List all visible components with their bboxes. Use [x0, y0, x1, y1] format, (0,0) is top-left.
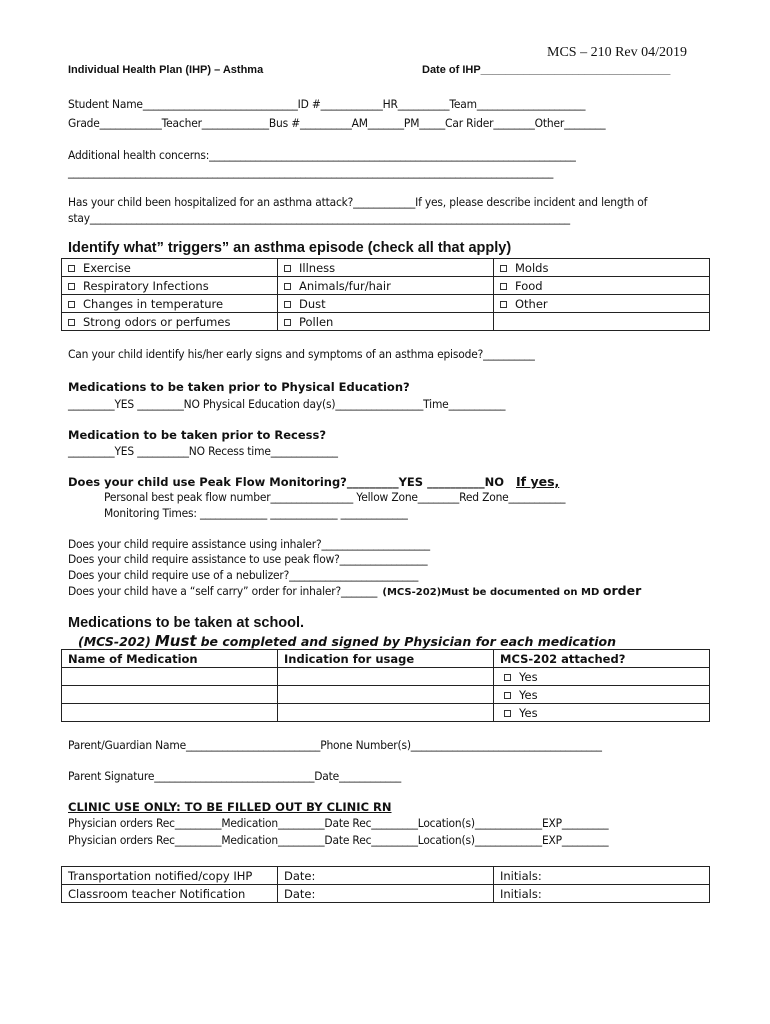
peak-flow-assist-question[interactable]: Does your child require assistance to use peak flow?_________________: [68, 552, 428, 566]
school-meds-table: [61, 649, 710, 722]
checkbox-icon[interactable]: [504, 692, 511, 699]
table-row: [62, 704, 710, 722]
trigger-option[interactable]: Dust: [278, 295, 494, 313]
checkbox-icon[interactable]: [68, 301, 75, 308]
clinic-orders-line-2[interactable]: Physician orders Rec_________Medication_________Date Rec_________Location(s)_____________EXP_________: [68, 833, 609, 847]
notify-date-cell[interactable]: Date:: [278, 867, 494, 885]
trigger-empty-cell: [494, 313, 710, 331]
triggers-heading: Identify what” triggers” an asthma episode (check all that apply): [68, 240, 512, 256]
medication-name-cell[interactable]: [62, 686, 278, 704]
checkbox-icon[interactable]: [500, 265, 507, 272]
hospitalized-stay-line[interactable]: stay_____________________________________________________________________________________________: [68, 211, 570, 225]
peak-flow-heading: Does your child use Peak Flow Monitoring?_________YES __________NO: [68, 475, 504, 489]
trigger-option[interactable]: Other: [494, 295, 710, 313]
trigger-option[interactable]: Respiratory Infections: [62, 277, 278, 295]
monitoring-times-line[interactable]: Monitoring Times: _____________ _____________ _____________: [104, 506, 408, 520]
mcs202-yes-option[interactable]: Yes: [494, 686, 710, 704]
checkbox-icon[interactable]: [500, 283, 507, 290]
additional-concerns-field[interactable]: Additional health concerns:_______________________________________________________________________: [68, 148, 576, 162]
notify-initials-cell[interactable]: Initials:: [494, 885, 710, 903]
mcs202-yes-option[interactable]: Yes: [494, 704, 710, 722]
trigger-option[interactable]: Exercise: [62, 259, 278, 277]
notify-label: Transportation notified/copy IHP: [62, 867, 278, 885]
early-signs-question[interactable]: Can your child identify his/her early signs and symptoms of an asthma episode?__________: [68, 347, 535, 361]
self-carry-order: order: [602, 583, 642, 598]
checkbox-icon[interactable]: [68, 319, 75, 326]
clinic-orders-line[interactable]: Physician orders Rec_________Medication_________Date Rec_________Location(s)_____________EXP_________: [68, 816, 609, 830]
checkbox-icon[interactable]: [68, 265, 75, 272]
trigger-option[interactable]: Food: [494, 277, 710, 295]
pe-meds-line[interactable]: _________YES _________NO Physical Education day(s)_________________Time___________: [68, 397, 506, 411]
mcs202-yes-option[interactable]: Yes: [494, 668, 710, 686]
checkbox-icon[interactable]: [284, 319, 291, 326]
if-yes-label: If yes,: [516, 474, 560, 489]
indication-cell[interactable]: [278, 704, 494, 722]
checkbox-icon[interactable]: [504, 710, 511, 717]
self-carry-note: (MCS-202)Must be documented on MD: [382, 587, 600, 598]
parent-name-phone-line[interactable]: Parent/Guardian Name__________________________Phone Number(s)_____________________________________: [68, 738, 602, 752]
checkbox-icon[interactable]: [504, 674, 511, 681]
col-header-mcs202: MCS-202 attached?: [494, 650, 710, 668]
notification-table: [61, 866, 710, 903]
recess-meds-line[interactable]: _________YES __________NO Recess time_____________: [68, 444, 338, 458]
self-carry-text: Does your child have a “self carry” order for inhaler?_______: [68, 584, 378, 598]
recess-meds-heading: Medication to be taken prior to Recess?: [68, 428, 327, 442]
indication-cell[interactable]: [278, 686, 494, 704]
additional-concerns-line-2[interactable]: ______________________________________________________________________________________________: [68, 165, 554, 179]
trigger-option[interactable]: Illness: [278, 259, 494, 277]
table-row: [62, 668, 710, 686]
medication-name-cell[interactable]: [62, 704, 278, 722]
nebulizer-question[interactable]: Does your child require use of a nebulizer?_________________________: [68, 568, 419, 582]
student-info-line[interactable]: Student Name______________________________ID #____________HR__________Team_____________________: [68, 97, 586, 111]
inhaler-assist-question[interactable]: Does your child require assistance using inhaler?_____________________: [68, 537, 430, 551]
trigger-option[interactable]: Strong odors or perfumes: [62, 313, 278, 331]
form-title: Individual Health Plan (IHP) – Asthma: [68, 64, 264, 76]
trigger-option[interactable]: Changes in temperature: [62, 295, 278, 313]
table-row: [62, 867, 710, 885]
notify-initials-cell[interactable]: Initials:: [494, 867, 710, 885]
pe-meds-heading: Medications to be taken prior to Physical Education?: [68, 380, 410, 394]
checkbox-icon[interactable]: [284, 265, 291, 272]
school-meds-subheading: (MCS-202) Must be completed and signed by Physician for each medication: [78, 632, 617, 650]
trigger-option[interactable]: Animals/fur/hair: [278, 277, 494, 295]
indication-cell[interactable]: [278, 668, 494, 686]
notify-date-cell[interactable]: Date:: [278, 885, 494, 903]
checkbox-icon[interactable]: [284, 283, 291, 290]
checkbox-icon[interactable]: [500, 301, 507, 308]
medication-name-cell[interactable]: [62, 668, 278, 686]
checkbox-icon[interactable]: [284, 301, 291, 308]
school-meds-heading: Medications to be taken at school.: [68, 615, 305, 631]
table-row: [62, 885, 710, 903]
checkbox-icon[interactable]: [68, 283, 75, 290]
trigger-option[interactable]: Molds: [494, 259, 710, 277]
self-carry-question[interactable]: [68, 583, 641, 598]
notify-label: Classroom teacher Notification: [62, 885, 278, 903]
parent-signature-line[interactable]: Parent Signature_______________________________Date____________: [68, 769, 402, 783]
trigger-option[interactable]: Pollen: [278, 313, 494, 331]
form-code: MCS – 210 Rev 04/2019: [547, 45, 688, 60]
col-header-medication: Name of Medication: [62, 650, 278, 668]
peak-flow-zones-line[interactable]: Personal best peak flow number________________ Yellow Zone________Red Zone___________: [104, 490, 566, 504]
student-info-line-2[interactable]: Grade____________Teacher_____________Bus #__________AM_______PM_____Car Rider________Other________: [68, 116, 606, 130]
peak-flow-question[interactable]: [68, 474, 559, 489]
col-header-indication: Indication for usage: [278, 650, 494, 668]
clinic-heading: CLINIC USE ONLY: TO BE FILLED OUT BY CLINIC RN: [68, 800, 392, 814]
hospitalized-question[interactable]: Has your child been hospitalized for an asthma attack?____________If yes, please describe incident and length of: [68, 195, 648, 209]
table-row: [62, 686, 710, 704]
triggers-table: [61, 258, 710, 331]
ihp-date-field[interactable]: Date of IHP_______________________________: [422, 64, 671, 76]
